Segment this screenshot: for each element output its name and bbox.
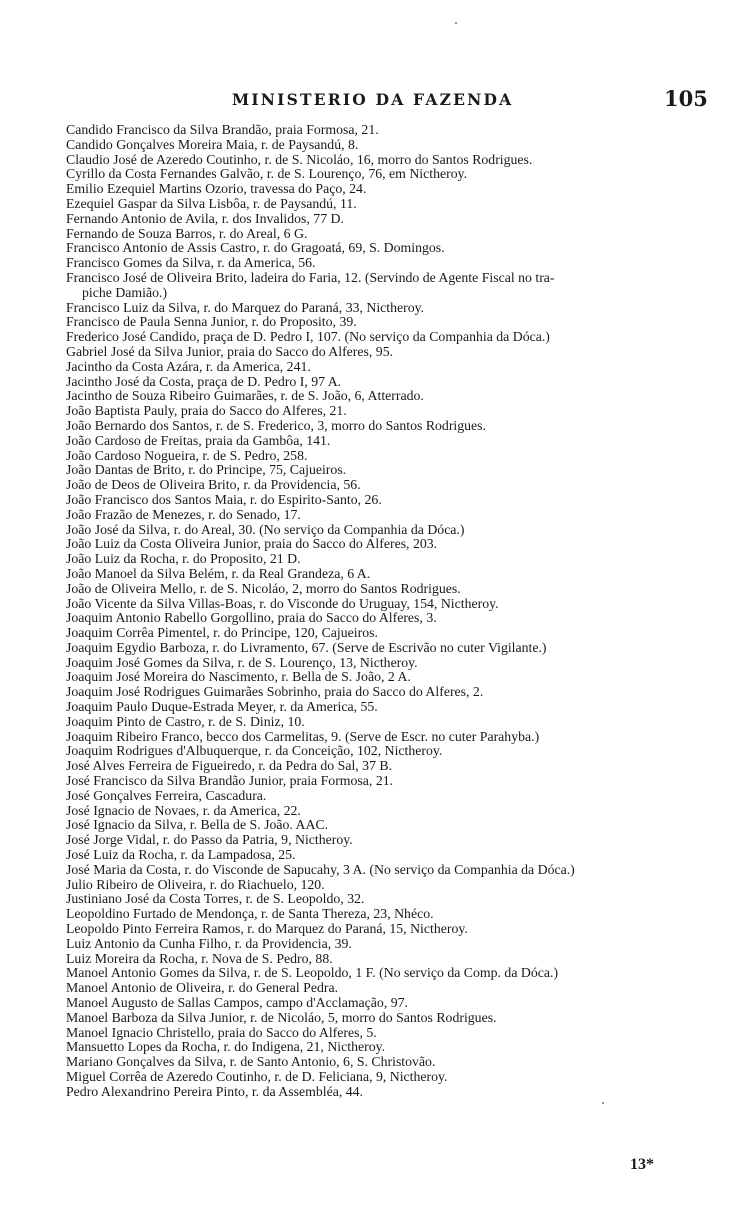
list-entry: Joaquim Paulo Duque-Estrada Meyer, r. da America, 55. [66,699,378,715]
list-entry: Mariano Gonçalves da Silva, r. de Santo Antonio, 6, S. Christovão. [66,1054,436,1070]
list-entry: José Ignacio da Silva, r. Bella de S. João. AAC. [66,817,329,833]
list-entry: João de Deos de Oliveira Brito, r. da Providencia, 56. [66,477,361,493]
list-entry: Leopoldo Pinto Ferreira Ramos, r. do Marquez do Paraná, 15, Nictheroy. [66,921,468,937]
list-entry: Francisco Gomes da Silva, r. da America, 56. [66,255,316,271]
list-entry: Joaquim Egydio Barboza, r. do Livramento, 67. (Serve de Escrivão no cuter Vigilante.) [66,639,547,655]
list-entry: João Luiz da Costa Oliveira Junior, praia do Sacco do Alferes, 203. [66,536,438,552]
list-entry: Ezequiel Gaspar da Silva Lisbôa, r. de Paysandú, 11. [66,195,357,211]
list-entry: Luiz Moreira da Rocha, r. Nova de S. Pedro, 88. [66,950,333,966]
list-entry: Mansuetto Lopes da Rocha, r. do Indigena, 21, Nictheroy. [66,1039,386,1055]
list-entry: Joaquim José Rodrigues Guimarães Sobrinho, praia do Sacco do Alferes, 2. [66,684,484,700]
list-entry: Jacintho de Souza Ribeiro Guimarães, r. de S. João, 6, Atterrado. [66,388,424,404]
list-entry: Joaquim Pinto de Castro, r. de S. Diniz, 10. [66,713,305,729]
list-entry: João Francisco dos Santos Maia, r. do Espirito-Santo, 26. [66,491,382,507]
list-entry: Joaquim Ribeiro Franco, becco dos Carmelitas, 9. (Serve de Escr. no cuter Parahyba.) [66,728,540,744]
list-entry: Francisco Antonio de Assis Castro, r. do Gragoatá, 69, S. Domingos. [66,240,445,256]
list-entry: Leopoldino Furtado de Mendonça, r. de Santa Thereza, 23, Nhéco. [66,906,434,922]
page-title: MINISTERIO DA FAZENDA [232,90,514,109]
list-entry: João Manoel da Silva Belém, r. da Real Grandeza, 6 A. [66,565,371,581]
list-entry: José Jorge Vidal, r. do Passo da Patria, 9, Nictheroy. [66,832,353,848]
list-entry: Francisco Luiz da Silva, r. do Marquez do Paraná, 33, Nictheroy. [66,299,425,315]
list-entry: Justiniano José da Costa Torres, r. de S. Leopoldo, 32. [66,891,365,907]
list-entry: Fernando Antonio de Avila, r. dos Invalidos, 77 D. [66,210,344,226]
list-entry: Pedro Alexandrino Pereira Pinto, r. da Assembléa, 44. [66,1083,363,1099]
list-entry: João Frazão de Menezes, r. do Senado, 17. [66,506,301,522]
list-entry: Manoel Barboza da Silva Junior, r. de Nicoláo, 5, morro do Santos Rodrigues. [66,1009,497,1025]
list-entry: Manoel Augusto de Sallas Campos, campo d'Acclamação, 97. [66,995,408,1011]
list-entry: José Gonçalves Ferreira, Cascadura. [66,787,267,803]
list-entry: João Cardoso de Freitas, praia da Gambôa, 141. [66,432,331,448]
list-entry: Fernando de Souza Barros, r. do Areal, 6 G. [66,225,308,241]
list-entry: João Dantas de Brito, r. do Principe, 75, Cajueiros. [66,462,347,478]
list-entry: Joaquim Corrêa Pimentel, r. do Principe, 120, Cajueiros. [66,625,378,641]
list-entry: João Bernardo dos Santos, r. de S. Frederico, 3, morro do Santos Rodrigues. [66,417,486,433]
list-entry: João Vicente da Silva Villas-Boas, r. do Visconde do Uruguay, 154, Nictheroy. [66,595,499,611]
list-entry: Francisco de Paula Senna Junior, r. do Proposito, 39. [66,314,357,330]
list-entry: Luiz Antonio da Cunha Filho, r. da Providencia, 39. [66,935,352,951]
list-entry: João Luiz da Rocha, r. do Proposito, 21 D. [66,551,301,567]
list-entry: Manoel Antonio Gomes da Silva, r. de S. Leopoldo, 1 F. (No serviço da Comp. da Dóca.) [66,965,559,981]
list-entry: Claudio José de Azeredo Coutinho, r. de S. Nicoláo, 16, morro do Santos Rodrigues. [66,151,533,167]
list-entry: João Baptista Pauly, praia do Sacco do Alferes, 21. [66,403,347,419]
list-entry: José Maria da Costa, r. do Visconde de Sapucahy, 3 A. (No serviço da Companhia da Dóca.) [66,861,575,877]
list-entry: Joaquim José Moreira do Nascimento, r. Bella de S. João, 2 A. [66,669,411,685]
list-entry: João de Oliveira Mello, r. de S. Nicoláo, 2, morro do Santos Rodrigues. [66,580,461,596]
list-entry: Jacintho José da Costa, praça de D. Pedro I, 97 A. [66,373,342,389]
list-entry: Frederico José Candido, praça de D. Pedro I, 107. (No serviço da Companhia da Dóca.) [66,329,550,345]
list-entry: Julio Ribeiro de Oliveira, r. do Riachuelo, 120. [66,876,325,892]
signature-mark: 13* [630,1156,654,1173]
list-entry: José Francisco da Silva Brandão Junior, praia Formosa, 21. [66,773,394,789]
list-entry: Cyrillo da Costa Fernandes Galvão, r. de S. Lourenço, 76, em Nictheroy. [66,166,468,182]
list-entry: Joaquim José Gomes da Silva, r. de S. Lourenço, 13, Nictheroy. [66,654,418,670]
list-entry: José Ignacio de Novaes, r. da America, 22. [66,802,301,818]
list-entry: José Alves Ferreira de Figueiredo, r. da Pedra do Sal, 37 B. [66,758,393,774]
print-speck [602,1102,604,1104]
list-entry: Joaquim Antonio Rabello Gorgollino, praia do Sacco do Alferes, 3. [66,610,437,626]
list-entry: João Cardoso Nogueira, r. de S. Pedro, 258. [66,447,308,463]
list-entry: Miguel Corrêa de Azeredo Coutinho, r. de D. Feliciana, 9, Nictheroy. [66,1069,448,1084]
list-entry: Emilio Ezequiel Martins Ozorio, travessa do Paço, 24. [66,181,367,197]
list-entry: Candido Gonçalves Moreira Maia, r. de Paysandú, 8. [66,136,359,152]
list-entry: Gabriel José da Silva Junior, praia do Sacco do Alferes, 95. [66,343,394,359]
page-number: 105 [664,86,708,111]
page-header [0,86,747,116]
list-entry: José Luiz da Rocha, r. da Lampadosa, 25. [66,847,296,863]
name-list [0,123,747,1100]
list-entry-continuation: piche Damião.) [82,284,168,300]
list-entry: Manoel Antonio de Oliveira, r. do General Pedra. [66,980,339,996]
list-entry: Jacintho da Costa Azára, r. da America, 241. [66,358,311,374]
list-entry: João José da Silva, r. do Areal, 30. (No serviço da Companhia da Dóca.) [66,521,465,537]
list-entry: Manoel Ignacio Christello, praia do Sacco do Alferes, 5. [66,1024,377,1040]
list-entry: Candido Francisco da Silva Brandão, praia Formosa, 21. [66,122,379,137]
list-entry: Joaquim Rodrigues d'Albuquerque, r. da Conceição, 102, Nictheroy. [66,743,443,759]
list-entry: Francisco José de Oliveira Brito, ladeira do Faria, 12. (Servindo de Agente Fiscal no tra- [66,269,555,285]
print-speck [455,22,457,24]
